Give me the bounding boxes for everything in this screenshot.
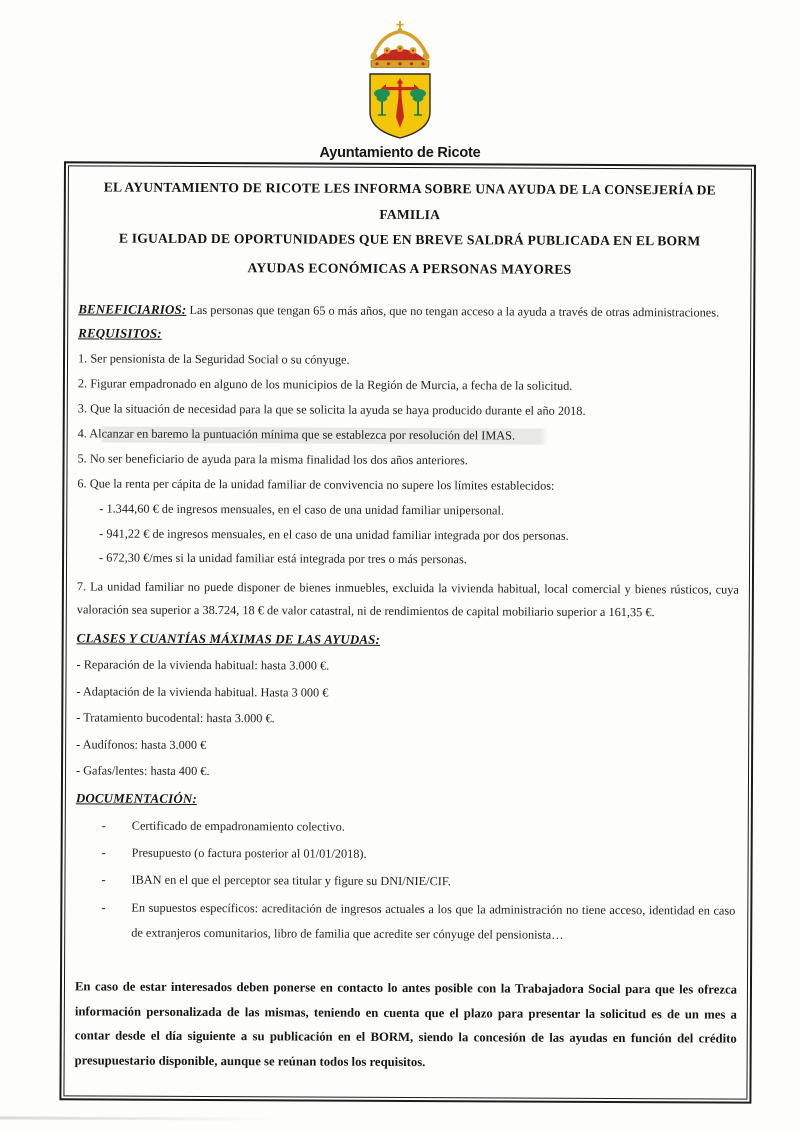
notice-title-line2: E IGUALDAD DE OPORTUNIDADES QUE EN BREVE SALDRÁ PUBLICADA EN EL BORM (118, 230, 701, 249)
clase-item: - Audífonos: hasta 3.000 € (76, 737, 207, 752)
notice-title-line1: EL AYUNTAMIENTO DE RICOTE LES INFORMA SOBRE UNA AYUDA DE LA CONSEJERÍA DE FAMILIA (103, 179, 716, 222)
contact-notice-paragraph: En caso de estar interesados deben ponerse en contacto lo antes posible con la Trabajadora Social para que les ofrezca información personalizada de las mismas, teniendo en cuenta que el plazo para presentar la solicitud es de un mes a contar desde el día siguiente a su publicación en el BORM, siendo la concesión de las ayudas en función del crédito presupuestario disponible, aunque se reúnan todos los requisitos. (74, 979, 737, 1069)
clase-item: - Adaptación de la vivienda habitual. Hasta 3 000 € (76, 684, 329, 700)
documentacion-item: - Presupuesto (o factura posterior al 01/01/2018). (101, 845, 367, 861)
income-limit-item: - 941,22 € de ingresos mensuales, en el caso de una unidad familiar integrada por dos personas. (99, 525, 569, 543)
income-limit-item: - 672,30 €/mes si la unidad familiar está integrada por tres o más personas. (99, 550, 467, 567)
documentacion-item: - IBAN en el que el perceptor sea titular y figure su DNI/NIE/CIF. (101, 872, 451, 888)
dash-bullet: - (101, 845, 106, 860)
notice-box (59, 161, 756, 1103)
notice-inner-border (63, 165, 752, 1099)
beneficiarios-text: Las personas que tengan 65 o más años, que no tengan acceso a la ayuda a través de otras administraciones. (189, 302, 720, 320)
beneficiarios-line (78, 301, 740, 321)
requisito-item: 4. Alcanzar en baremo la puntuación mínima que se establezca por resolución del IMAS. (78, 426, 740, 445)
dash-bullet: - (101, 872, 106, 887)
coat-of-arms-icon (358, 20, 442, 142)
clase-item: - Tratamiento bucodental: hasta 3.000 €. (76, 710, 275, 726)
requisito-item: 1. Ser pensionista de la Seguridad Social o su cónyuge. (78, 350, 350, 367)
clases-label: CLASES Y CUANTÍAS MÁXIMAS DE LAS AYUDAS: (76, 631, 381, 647)
requisitos-heading (78, 325, 740, 345)
document-header (0, 20, 800, 161)
crest-caption: Ayuntamiento de Ricote (319, 145, 481, 161)
income-limit-item: - 1.344,60 € de ingresos mensuales, en el caso de una unidad familiar unipersonal. (99, 501, 505, 517)
notice-title (79, 174, 741, 254)
requisito-item: 6. Que la renta per cápita de la unidad familiar de convivencia no supere los límites establecidos: (77, 475, 555, 493)
clase-item: - Gafas/lentes: hasta 400 €. (75, 763, 210, 779)
notice-subtitle: AYUDAS ECONÓMICAS A PERSONAS MAYORES (247, 259, 572, 277)
beneficiarios-label: BENEFICIARIOS: (78, 302, 187, 317)
dash-bullet: - (101, 818, 106, 833)
crown-icon (371, 21, 430, 68)
requisitos-label: REQUISITOS: (78, 326, 162, 341)
shield-icon (370, 74, 430, 138)
requisito-item: 5. No ser beneficiario de ayuda para la misma finalidad los dos años anteriores. (77, 450, 468, 467)
dash-bullet: - (101, 900, 106, 915)
requisito-item: 7. La unidad familiar no puede disponer de bienes inmuebles, excluida la vivienda habitual, local comercial y bienes rústicos, cuya valoración sea superior a 38.724, 18 € de valor catastral, ni de rendimientos de capital mobiliario superior a 161,35 €. (76, 579, 739, 620)
scan-artifact-line (0, 1116, 278, 1120)
requisito-item: 3. Que la situación de necesidad para la que se solicita la ayuda se haya producido durante el año 2018. (77, 400, 586, 418)
clases-heading (77, 630, 739, 650)
documentacion-heading (76, 791, 738, 811)
clase-item: - Reparación de la vivienda habitual: hasta 3.000 €. (76, 657, 330, 674)
requisito-item: 2. Figurar empadronado en alguno de los municipios de la Región de Murcia, a fecha de la solicitud. (77, 375, 573, 393)
documentacion-item: - En supuestos específicos: acreditación de ingresos actuales a los que la administración no tiene acceso, identidad en caso de extranjeros comunitarios, libro de familia que acredite ser cónyuge del pensionista… (75, 895, 737, 947)
documentacion-label: DOCUMENTACIÓN: (75, 791, 197, 807)
documentacion-item: - Certificado de empadronamiento colectivo. (101, 818, 345, 835)
